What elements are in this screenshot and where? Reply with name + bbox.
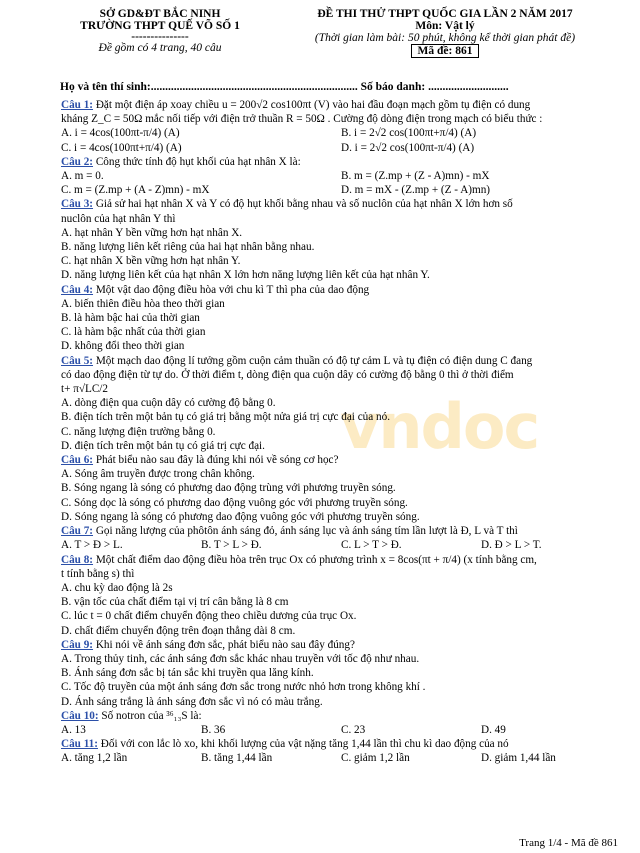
question-number: Câu 8: bbox=[61, 553, 94, 566]
school-header bbox=[60, 8, 260, 54]
answer-option bbox=[61, 609, 621, 623]
question-body: Gọi năng lượng của phôtôn ánh sáng đỏ, ánh sáng lục và ánh sáng tím lần lượt là Đ, L và T thì bbox=[93, 525, 518, 538]
question-line bbox=[61, 638, 621, 652]
answer-row bbox=[61, 126, 621, 140]
answer-row bbox=[61, 183, 621, 197]
time-note: (Thời gian làm bài: 50 phút, không kể thời gian phát đề) bbox=[314, 32, 576, 44]
pages-note: Đề gồm có 4 trang, 40 câu bbox=[98, 42, 222, 54]
option-text: B. năng lượng liên kết riêng của hai hạt nhân bằng nhau. bbox=[61, 241, 315, 254]
question-number: Câu 3: bbox=[61, 198, 94, 211]
option-text: C. năng lượng điện trường bằng 0. bbox=[61, 425, 216, 438]
question-text bbox=[61, 382, 621, 396]
option-text: A. chu kỳ dao động là 2s bbox=[61, 581, 173, 594]
answer-row bbox=[61, 169, 621, 183]
question-number: Câu 1: bbox=[61, 99, 94, 111]
answer-option bbox=[61, 595, 621, 609]
number-dots: ............................ bbox=[428, 81, 509, 93]
answer-option bbox=[61, 467, 621, 481]
answer-option: D. Đ > L > T. bbox=[481, 539, 542, 552]
option-text: A. Trong thủy tinh, các ánh sáng đơn sắc khác nhau truyền với tốc độ như nhau. bbox=[61, 652, 420, 665]
answer-option: A. i = 4cos(100πt-π/4) (A) bbox=[61, 127, 180, 140]
answer-option bbox=[61, 624, 621, 638]
option-text: A. Sóng âm truyền được trong chân không. bbox=[61, 468, 255, 481]
answer-option: B. m = (Z.mp + (Z - A)mn) - mX bbox=[341, 170, 490, 183]
answer-option: B. tăng 1,44 lần bbox=[201, 752, 273, 765]
question-body: Một chất điểm dao động điều hòa trên trục Ox có phương trình x = 8cos(πt + π/4) (x tính bằng cm, bbox=[93, 553, 537, 566]
answer-option: A. 13 bbox=[61, 723, 86, 736]
answer-option bbox=[61, 240, 621, 254]
option-text: C. lúc t = 0 chất điểm chuyển động theo chiều dương của trục Ox. bbox=[61, 610, 357, 623]
option-text: C. là hàm bậc nhất của thời gian bbox=[61, 326, 206, 339]
answer-option: D. i = 2√2 cos(100πt-π/4) (A) bbox=[341, 141, 475, 154]
question-body: Một vật dao động điều hòa với chu kì T thì pha của dao động bbox=[93, 283, 370, 296]
answer-row bbox=[61, 538, 621, 552]
option-text: D. chất điểm chuyển động trên đoạn thẳng dài 8 cm. bbox=[61, 624, 296, 637]
answer-option: B. T > L > Đ. bbox=[201, 539, 262, 552]
answer-option bbox=[61, 695, 621, 709]
answer-option bbox=[61, 680, 621, 694]
question-text bbox=[61, 212, 621, 226]
option-text: B. điện tích trên một bản tụ có giá trị bằng một nửa giá trị cực đại của nó. bbox=[61, 411, 391, 424]
name-label: Họ và tên thí sinh: bbox=[60, 81, 151, 93]
answer-option bbox=[61, 325, 621, 339]
option-text: C. hạt nhân X bền vững hơn hạt nhân Y. bbox=[61, 255, 241, 268]
question-body: Công thức tính độ hụt khối của hạt nhân X là: bbox=[93, 155, 301, 168]
option-text: C. Tốc độ truyền của một ánh sáng đơn sắc trong nước nhỏ hơn trong không khí . bbox=[61, 681, 426, 694]
question-body: Đặt một điện áp xoay chiều u = 200√2 cos100πt (V) vào hai đầu đoạn mạch gồm tụ điện có dung bbox=[93, 99, 531, 111]
number-label: Số báo danh: bbox=[360, 81, 426, 93]
answer-option: A. m = 0. bbox=[61, 170, 104, 183]
option-text: D. Sóng ngang là sóng có phương dao động vuông góc với phương truyền sóng. bbox=[61, 510, 420, 523]
question-text bbox=[61, 368, 621, 382]
question-body: kháng Z_C = 50Ω mắc nối tiếp với điện trở thuần R = 50Ω . Cường độ dòng điện trong mạch có biểu thức : bbox=[61, 113, 543, 126]
question-number: Câu 9: bbox=[61, 638, 94, 651]
option-text: A. biến thiên điều hòa theo thời gian bbox=[61, 297, 225, 310]
page-footer: Trang 1/4 - Mã đề 861 bbox=[519, 837, 618, 849]
answer-option bbox=[61, 254, 621, 268]
question-text bbox=[61, 567, 621, 581]
option-text: B. là hàm bậc hai của thời gian bbox=[61, 312, 200, 325]
question-body: nuclôn của hạt nhân Y thì bbox=[61, 212, 176, 225]
option-text: B. vận tốc của chất điểm tại vị trí cân bằng là 8 cm bbox=[61, 596, 289, 609]
answer-option: C. i = 4cos(100πt+π/4) (A) bbox=[61, 141, 182, 154]
answer-option: A. T > Đ > L. bbox=[61, 539, 123, 552]
answer-option bbox=[61, 439, 621, 453]
answer-option bbox=[61, 425, 621, 439]
question-line bbox=[61, 98, 621, 112]
question-list bbox=[61, 98, 621, 766]
question-body: Khi nói về ánh sáng đơn sắc, phát biểu nào sau đây đúng? bbox=[93, 638, 355, 651]
question-body: t tính bằng s) thì bbox=[61, 567, 135, 580]
name-dots: ........................................................................ bbox=[150, 81, 358, 93]
vndoc-watermark: vndoc bbox=[340, 390, 539, 463]
answer-option bbox=[61, 226, 621, 240]
question-line bbox=[61, 737, 621, 751]
answer-option: D. 49 bbox=[481, 723, 506, 736]
question-line bbox=[61, 453, 621, 467]
question-line bbox=[61, 155, 621, 169]
option-text: B. Sóng ngang là sóng có phương dao động trùng với phương truyền sóng. bbox=[61, 482, 396, 495]
question-number: Câu 6: bbox=[61, 454, 94, 467]
answer-option bbox=[61, 311, 621, 325]
answer-option: B. i = 2√2 cos(100πt+π/4) (A) bbox=[341, 127, 477, 140]
question-number: Câu 7: bbox=[61, 525, 94, 538]
answer-row bbox=[61, 751, 621, 765]
question-body: có dao động điện từ tự do. Ở thời điểm t, dòng điện qua cuộn dây có cường độ bằng 0 thì ở thời điểm bbox=[61, 368, 514, 381]
question-number: Câu 5: bbox=[61, 354, 94, 367]
question-number: Câu 10: bbox=[61, 709, 99, 722]
answer-option: C. L > T > Đ. bbox=[341, 539, 402, 552]
question-number: Câu 2: bbox=[61, 155, 94, 168]
question-body: Số notron của ³⁶₁₃S là: bbox=[98, 709, 202, 722]
question-number: Câu 11: bbox=[61, 738, 98, 751]
separator: --------------- bbox=[131, 31, 189, 43]
question-line bbox=[61, 283, 621, 297]
answer-option bbox=[61, 666, 621, 680]
answer-option bbox=[61, 496, 621, 510]
answer-option bbox=[61, 510, 621, 524]
option-text: D. không đổi theo thời gian bbox=[61, 340, 185, 353]
question-line bbox=[61, 197, 621, 211]
question-body: Một mạch dao động lí tưởng gồm cuộn cảm thuần có độ tự cảm L và tụ điện có điện dung C đang bbox=[93, 354, 533, 367]
option-text: A. dòng điện qua cuộn dây có cường độ bằng 0. bbox=[61, 397, 276, 410]
option-text: D. điện tích trên một bản tụ có giá trị cực đại. bbox=[61, 439, 265, 452]
exam-title: ĐỀ THI THỬ THPT QUỐC GIA LẦN 2 NĂM 2017 bbox=[317, 8, 573, 20]
option-text: A. hạt nhân Y bền vững hơn hạt nhân X. bbox=[61, 226, 243, 239]
answer-option bbox=[61, 339, 621, 353]
answer-option bbox=[61, 581, 621, 595]
question-line bbox=[61, 553, 621, 567]
answer-option: B. 36 bbox=[201, 723, 226, 736]
option-text: D. Ánh sáng trắng là ánh sáng đơn sắc vì nó có màu trắng. bbox=[61, 695, 323, 708]
answer-row bbox=[61, 723, 621, 737]
question-line bbox=[61, 524, 621, 538]
answer-row bbox=[61, 141, 621, 155]
answer-option: C. giảm 1,2 lần bbox=[341, 752, 410, 765]
exam-code: Mã đề: 861 bbox=[411, 44, 480, 58]
school-name: TRƯỜNG THPT QUẾ VÕ SỐ 1 bbox=[80, 20, 240, 32]
answer-option bbox=[61, 410, 621, 424]
answer-option bbox=[61, 481, 621, 495]
question-line bbox=[61, 709, 621, 723]
subject: Môn: Vật lý bbox=[415, 20, 475, 32]
question-body: Phát biểu nào sau đây là đúng khi nói về sóng cơ học? bbox=[93, 454, 339, 467]
candidate-info bbox=[60, 81, 620, 93]
department-name: SỞ GD&ĐT BẮC NINH bbox=[99, 8, 221, 20]
answer-option bbox=[61, 396, 621, 410]
answer-option: D. giảm 1,44 lần bbox=[481, 752, 556, 765]
answer-option: D. m = mX - (Z.mp + (Z - A)mn) bbox=[341, 184, 491, 197]
answer-option bbox=[61, 652, 621, 666]
option-text: B. Ánh sáng đơn sắc bị tán sắc khi truyền qua lăng kính. bbox=[61, 667, 314, 680]
question-body: t+ π√LC/2 bbox=[61, 383, 109, 396]
exam-header bbox=[255, 8, 635, 58]
answer-option bbox=[61, 268, 621, 282]
question-line bbox=[61, 354, 621, 368]
question-text bbox=[61, 112, 621, 126]
option-text: C. Sóng dọc là sóng có phương dao động vuông góc với phương truyền sóng. bbox=[61, 496, 408, 509]
question-number: Câu 4: bbox=[61, 283, 94, 296]
question-body: Đối với con lắc lò xo, khi khối lượng của vật nặng tăng 1,44 lần thì chu kì dao động của nó bbox=[98, 738, 509, 751]
question-body: Giả sử hai hạt nhân X và Y có độ hụt khối bằng nhau và số nuclôn của hạt nhân X lớn hơn số bbox=[93, 198, 513, 211]
answer-option: C. 23 bbox=[341, 723, 366, 736]
answer-option bbox=[61, 297, 621, 311]
answer-option: C. m = (Z.mp + (A - Z)mn) - mX bbox=[61, 184, 210, 197]
answer-option: A. tăng 1,2 lần bbox=[61, 752, 128, 765]
option-text: D. năng lượng liên kết của hạt nhân X lớn hơn năng lượng liên kết của hạt nhân Y. bbox=[61, 269, 430, 282]
